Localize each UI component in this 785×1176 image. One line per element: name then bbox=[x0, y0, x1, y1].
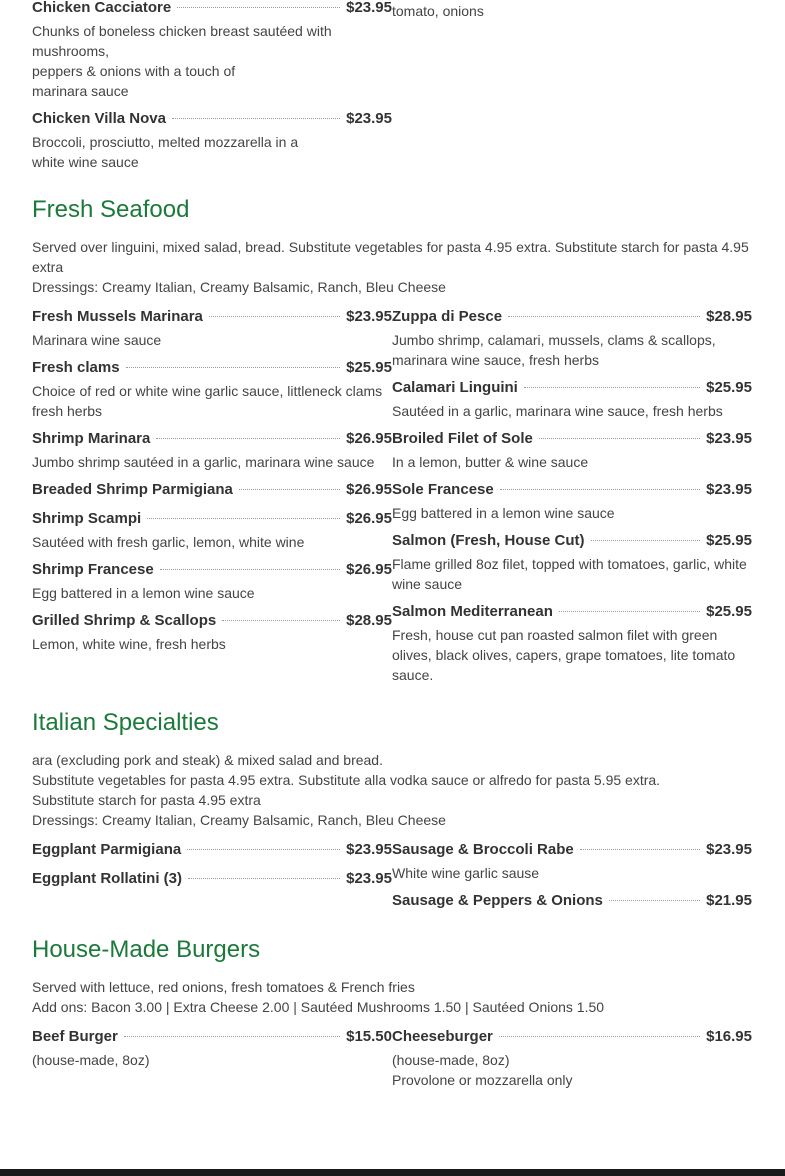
desc-line: Chunks of boneless chicken breast sautéed with mushrooms, bbox=[32, 23, 332, 59]
intro-line: Substitute vegetables for pasta 4.95 extra. Substitute alla vodka sauce or alfredo for pasta 5.95 extra. bbox=[32, 772, 661, 788]
item-description bbox=[392, 1050, 752, 1090]
item-price: $28.95 bbox=[706, 308, 752, 325]
item-description: tomato, onions bbox=[392, 3, 484, 19]
right-column bbox=[392, 307, 752, 693]
item-name: Grilled Shrimp & Scallops bbox=[32, 612, 217, 629]
item-description: Egg battered in a lemon wine sauce bbox=[32, 585, 255, 601]
menu-item bbox=[392, 480, 752, 523]
menu-item bbox=[32, 0, 392, 101]
dot-leader bbox=[160, 569, 340, 570]
item-price: $23.95 bbox=[346, 308, 392, 325]
desc-line: Broccoli, prosciutto, melted mozzarella in a bbox=[32, 134, 299, 150]
menu-item bbox=[32, 429, 392, 472]
section-title: House-Made Burgers bbox=[32, 936, 261, 963]
menu-item bbox=[32, 509, 392, 552]
dot-leader bbox=[177, 7, 340, 8]
item-price: $23.95 bbox=[346, 0, 392, 16]
item-name: Cheeseburger bbox=[392, 1028, 493, 1045]
item-description bbox=[32, 21, 392, 101]
item-name: Beef Burger bbox=[32, 1028, 118, 1045]
dot-leader bbox=[591, 540, 701, 541]
item-description bbox=[32, 1050, 392, 1070]
menu-item bbox=[392, 429, 752, 472]
left-column bbox=[32, 0, 392, 180]
item-description: Marinara wine sauce bbox=[32, 332, 162, 348]
item-description: White wine garlic sause bbox=[392, 865, 540, 881]
item-price: $25.95 bbox=[346, 359, 392, 376]
menu-item bbox=[392, 891, 752, 911]
item-name: Sole Francese bbox=[392, 481, 494, 498]
dot-leader bbox=[500, 489, 700, 490]
item-name: Salmon Mediterranean bbox=[392, 603, 553, 620]
item-name: Zuppa di Pesce bbox=[392, 308, 503, 325]
item-description: In a lemon, butter & wine sauce bbox=[392, 454, 589, 470]
dot-leader bbox=[187, 849, 340, 850]
dot-leader bbox=[156, 438, 340, 439]
menu-item bbox=[32, 109, 392, 172]
section-fresh-seafood bbox=[32, 195, 752, 693]
item-price: $23.95 bbox=[346, 841, 392, 858]
item-name: Eggplant Rollatini (3) bbox=[32, 870, 182, 887]
item-price: $15.50 bbox=[346, 1028, 392, 1045]
intro-line: Served with lettuce, red onions, fresh tomatoes & French fries bbox=[32, 979, 415, 995]
footer-bar bbox=[0, 1169, 785, 1176]
item-description: Flame grilled 8oz filet, topped with tomatoes, garlic, white wine sauce bbox=[392, 556, 747, 592]
section-title: Italian Specialties bbox=[32, 709, 219, 736]
item-price: $21.95 bbox=[706, 892, 752, 909]
dot-leader bbox=[524, 387, 700, 388]
section-intro bbox=[32, 977, 752, 1017]
item-description: Sautéed with fresh garlic, lemon, white wine bbox=[32, 534, 305, 550]
menu-item bbox=[32, 560, 392, 603]
section-house-made-burgers bbox=[32, 935, 752, 1098]
item-price: $25.95 bbox=[706, 379, 752, 396]
section-intro bbox=[32, 237, 752, 297]
desc-line: (house-made, 8oz) bbox=[392, 1052, 510, 1068]
item-description: Egg battered in a lemon wine sauce bbox=[392, 505, 615, 521]
section-title: Fresh Seafood bbox=[32, 196, 190, 223]
item-name: Shrimp Francese bbox=[32, 561, 154, 578]
item-name: Chicken Villa Nova bbox=[32, 110, 166, 127]
item-price: $23.95 bbox=[706, 481, 752, 498]
menu-item bbox=[392, 602, 752, 685]
menu-item bbox=[392, 307, 752, 370]
item-description: Choice of red or white wine garlic sauce, littleneck clams fresh herbs bbox=[32, 383, 383, 419]
intro-line: ara (excluding pork and steak) & mixed salad and bread. bbox=[32, 752, 383, 768]
intro-line: Served over linguini, mixed salad, bread. Substitute vegetables for pasta 4.95 extra. Substitute starch for pasta 4.95 extra bbox=[32, 239, 749, 275]
dot-leader bbox=[508, 316, 700, 317]
item-description: Lemon, white wine, fresh herbs bbox=[32, 636, 226, 652]
item-price: $23.95 bbox=[706, 430, 752, 447]
desc-line: peppers & onions with a touch of bbox=[32, 63, 236, 79]
item-price: $25.95 bbox=[706, 532, 752, 549]
item-name: Chicken Cacciatore bbox=[32, 0, 172, 16]
dot-leader bbox=[209, 316, 340, 317]
item-description bbox=[32, 132, 392, 172]
item-price: $26.95 bbox=[346, 561, 392, 578]
section-intro bbox=[32, 750, 752, 830]
menu-item bbox=[32, 869, 392, 889]
intro-line: Add ons: Bacon 3.00 | Extra Cheese 2.00 | Sautéed Mushrooms 1.50 | Sautéed Onions 1.50 bbox=[32, 999, 605, 1015]
desc-line: Provolone or mozzarella only bbox=[392, 1072, 573, 1088]
dot-leader bbox=[147, 518, 340, 519]
item-description: Fresh, house cut pan roasted salmon filet with green olives, black olives, capers, grape tomatoes, lite tomato sauce. bbox=[392, 627, 736, 683]
item-description: Jumbo shrimp sautéed in a garlic, marinara wine sauce bbox=[32, 454, 375, 470]
item-price: $23.95 bbox=[706, 841, 752, 858]
item-name: Shrimp Scampi bbox=[32, 510, 142, 527]
item-price: $23.95 bbox=[346, 870, 392, 887]
dot-leader bbox=[559, 611, 700, 612]
item-price: $25.95 bbox=[706, 603, 752, 620]
dot-leader bbox=[499, 1036, 700, 1037]
item-price: $26.95 bbox=[346, 430, 392, 447]
dot-leader bbox=[126, 367, 341, 368]
desc-line: marinara sauce bbox=[32, 83, 129, 99]
item-description: Sautéed in a garlic, marinara wine sauce, fresh herbs bbox=[392, 403, 723, 419]
desc-line: (house-made, 8oz) bbox=[32, 1052, 150, 1068]
dot-leader bbox=[172, 118, 340, 119]
item-name: Sausage & Peppers & Onions bbox=[392, 892, 603, 909]
item-name: Salmon (Fresh, House Cut) bbox=[392, 532, 585, 549]
menu-item bbox=[392, 1027, 752, 1090]
dot-leader bbox=[239, 489, 340, 490]
menu-item bbox=[32, 840, 392, 860]
dot-leader bbox=[580, 849, 700, 850]
menu-item bbox=[32, 1027, 392, 1070]
item-price: $26.95 bbox=[346, 510, 392, 527]
item-price: $26.95 bbox=[346, 481, 392, 498]
section-italian-specialties bbox=[32, 708, 752, 919]
item-price: $23.95 bbox=[346, 110, 392, 127]
dot-leader bbox=[124, 1036, 340, 1037]
left-column bbox=[32, 307, 392, 693]
left-column bbox=[32, 840, 392, 919]
menu-item bbox=[392, 531, 752, 594]
desc-line: white wine sauce bbox=[32, 154, 139, 170]
right-column bbox=[392, 0, 752, 180]
item-name: Calamari Linguini bbox=[392, 379, 518, 396]
item-price: $28.95 bbox=[346, 612, 392, 629]
menu-item bbox=[32, 480, 392, 500]
right-column bbox=[392, 1027, 752, 1098]
dot-leader bbox=[222, 620, 340, 621]
item-name: Fresh Mussels Marinara bbox=[32, 308, 203, 325]
item-description: Jumbo shrimp, calamari, mussels, clams & scallops, marinara wine sauce, fresh herbs bbox=[392, 332, 716, 368]
item-name: Breaded Shrimp Parmigiana bbox=[32, 481, 233, 498]
intro-line: Dressings: Creamy Italian, Creamy Balsamic, Ranch, Bleu Cheese bbox=[32, 279, 446, 295]
chicken-section-continued bbox=[32, 0, 752, 180]
menu-item bbox=[392, 378, 752, 421]
dot-leader bbox=[188, 878, 340, 879]
dot-leader bbox=[539, 438, 700, 439]
item-name: Fresh clams bbox=[32, 359, 120, 376]
intro-line: Substitute starch for pasta 4.95 extra bbox=[32, 792, 261, 808]
menu-item bbox=[32, 307, 392, 350]
item-name: Broiled Filet of Sole bbox=[392, 430, 533, 447]
right-column bbox=[392, 840, 752, 919]
item-name: Shrimp Marinara bbox=[32, 430, 151, 447]
item-name: Sausage & Broccoli Rabe bbox=[392, 841, 574, 858]
item-price: $16.95 bbox=[706, 1028, 752, 1045]
menu-item bbox=[32, 358, 392, 421]
dot-leader bbox=[609, 900, 700, 901]
menu-item bbox=[32, 611, 392, 654]
item-name: Eggplant Parmigiana bbox=[32, 841, 182, 858]
left-column bbox=[32, 1027, 392, 1098]
menu-item bbox=[392, 840, 752, 883]
intro-line: Dressings: Creamy Italian, Creamy Balsamic, Ranch, Bleu Cheese bbox=[32, 812, 446, 828]
